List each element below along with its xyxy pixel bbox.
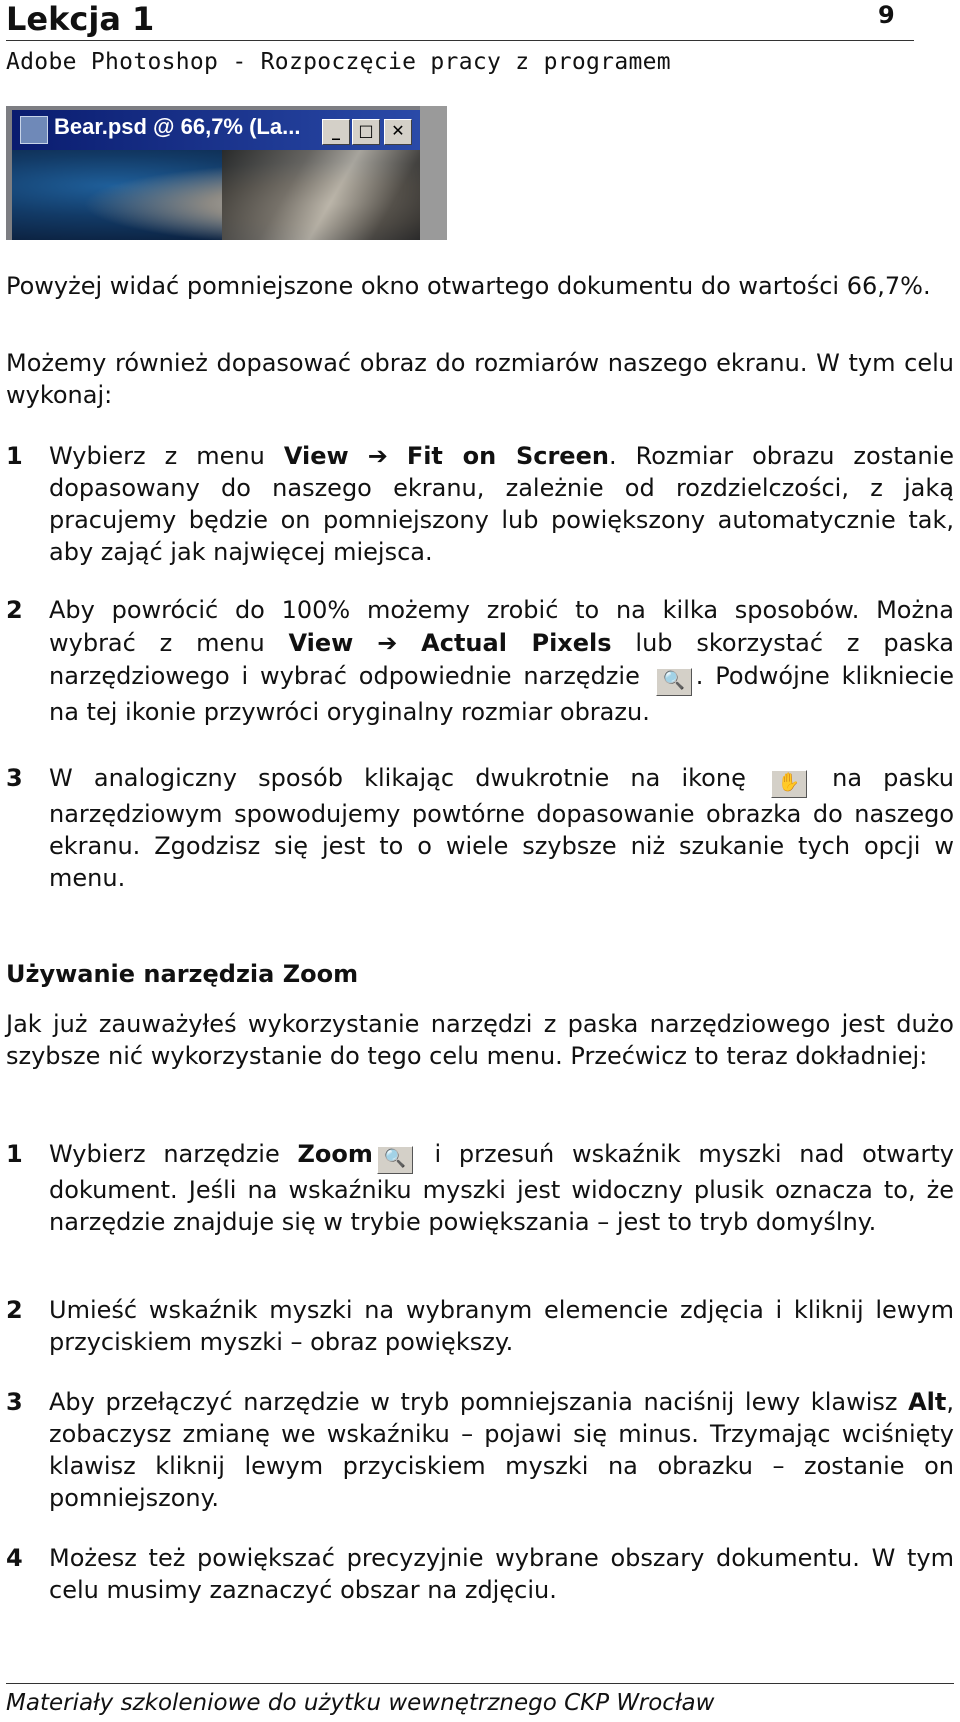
step-text-part: na pasku narzędziowym spowodujemy powtórne dopasowanie obrazka do naszego ekranu. Zgodzisz się jest to o wiele szybsze niż szukanie tych opcji w menu. bbox=[49, 764, 955, 892]
step-number: 3 bbox=[6, 1388, 23, 1416]
step-number: 4 bbox=[6, 1544, 23, 1572]
footer-divider bbox=[6, 1683, 954, 1684]
step-number: 2 bbox=[6, 1296, 23, 1324]
window-titlebar bbox=[12, 110, 420, 150]
step-text: Umieść wskaźnik myszki na wybranym elemencie zdjęcia i kliknij lewym przyciskiem myszki – obraz powiększy. bbox=[49, 1296, 954, 1356]
step-text-part: i przesuń wskaźnik myszki nad otwarty dokument. Jeśli na wskaźniku myszki jest widoczny plusik oznacza to, że narzędzie znajduje się w trybie powiększania – jest to tryb domyślny. bbox=[49, 1140, 954, 1236]
maximize-icon: □ bbox=[352, 119, 380, 145]
window-edge bbox=[420, 106, 447, 240]
menu-view: View bbox=[283, 442, 349, 470]
rock-texture bbox=[222, 150, 422, 240]
menu-view: View bbox=[288, 629, 354, 657]
page-number: 9 bbox=[878, 1, 895, 29]
arrow-icon: ➔ bbox=[377, 629, 398, 657]
section-intro: Jak już zauważyłeś wykorzystanie narzędzi z paska narzędziowego jest dużo szybsze nić wykorzystanie do tego celu menu. Przećwicz to teraz dokładniej: bbox=[6, 1010, 954, 1070]
zoom-tool-icon: 🔍 bbox=[377, 1146, 413, 1174]
photoshop-document-icon bbox=[20, 116, 48, 144]
step-text-part: W analogiczny sposób klikając dwukrotnie na ikonę bbox=[49, 764, 767, 792]
menu-fit-on-screen: Fit on Screen bbox=[406, 442, 609, 470]
step-text bbox=[49, 1138, 954, 1238]
step-text-part: , zobaczysz zmianę we wskaźniku – pojawi się minus. Trzymając wciśnięty klawisz kliknij lewym przyciskiem myszki na obrazku – zostanie on pomniejszony. bbox=[49, 1388, 954, 1512]
intro-paragraph-2: Możemy również dopasować obraz do rozmiarów naszego ekranu. W tym celu wykonaj: bbox=[6, 349, 954, 409]
zoom-tool-icon: 🔍 bbox=[656, 668, 692, 696]
step-number: 2 bbox=[6, 596, 23, 624]
step-number: 1 bbox=[6, 1140, 23, 1168]
menu-actual-pixels: Actual Pixels bbox=[421, 629, 612, 657]
section-heading: Używanie narzędzia Zoom bbox=[6, 960, 359, 988]
arrow-icon: ➔ bbox=[367, 442, 388, 470]
minimize-icon: _ bbox=[322, 119, 350, 145]
footer-text: Materiały szkoleniowe do użytku wewnętrznego CKP Wrocław bbox=[6, 1690, 715, 1716]
intro-paragraph-1: Powyżej widać pomniejszone okno otwartego dokumentu do wartości 66,7%. bbox=[6, 272, 931, 300]
step-text-part: lub skorzystać z paska narzędziowego i wybrać odpowiednie narzędzie bbox=[49, 629, 954, 690]
close-icon: ✕ bbox=[384, 119, 412, 145]
document-window-screenshot bbox=[6, 106, 447, 240]
step-text-part: . Podwójne klikniecie na tej ikonie przywróci oryginalny rozmiar obrazu. bbox=[49, 662, 954, 726]
step-text bbox=[49, 594, 954, 729]
step-text: Możesz też powiększać precyzyjnie wybrane obszary dokumentu. W tym celu musimy zaznaczyć obszar na zdjęciu. bbox=[49, 1544, 954, 1604]
step-text bbox=[49, 1386, 954, 1514]
step-text bbox=[49, 440, 954, 568]
key-alt: Alt bbox=[908, 1388, 947, 1416]
window-title: Bear.psd @ 66,7% (La... bbox=[54, 114, 301, 139]
step-number: 3 bbox=[6, 764, 23, 792]
lesson-subtitle: Adobe Photoshop - Rozpoczęcie pracy z programem bbox=[6, 49, 671, 75]
header-divider bbox=[6, 40, 914, 41]
step-text-part: Wybierz narzędzie bbox=[49, 1140, 298, 1168]
step-text bbox=[49, 762, 954, 894]
hand-tool-icon: ✋ bbox=[771, 770, 807, 798]
step-text-part: Aby przełączyć narzędzie w tryb pomniejszania naciśnij lewy klawisz bbox=[49, 1388, 909, 1416]
tool-name-zoom: Zoom bbox=[297, 1140, 373, 1168]
step-text-part: Aby powrócić do 100% możemy zrobić to na kilka sposobów. Można wybrać z menu bbox=[49, 596, 954, 657]
lesson-title: Lekcja 1 bbox=[6, 0, 155, 38]
step-text-part: . Rozmiar obrazu zostanie dopasowany do naszego ekranu, zależnie od rozdzielczości, z jaką pracujemy będzie on pomniejszony lub powiększony automatycznie tak, aby zająć jak najwięcej miejsca. bbox=[49, 442, 954, 566]
step-number: 1 bbox=[6, 442, 23, 470]
step-text-part: Wybierz z menu bbox=[49, 442, 284, 470]
bear-photo bbox=[12, 150, 420, 240]
